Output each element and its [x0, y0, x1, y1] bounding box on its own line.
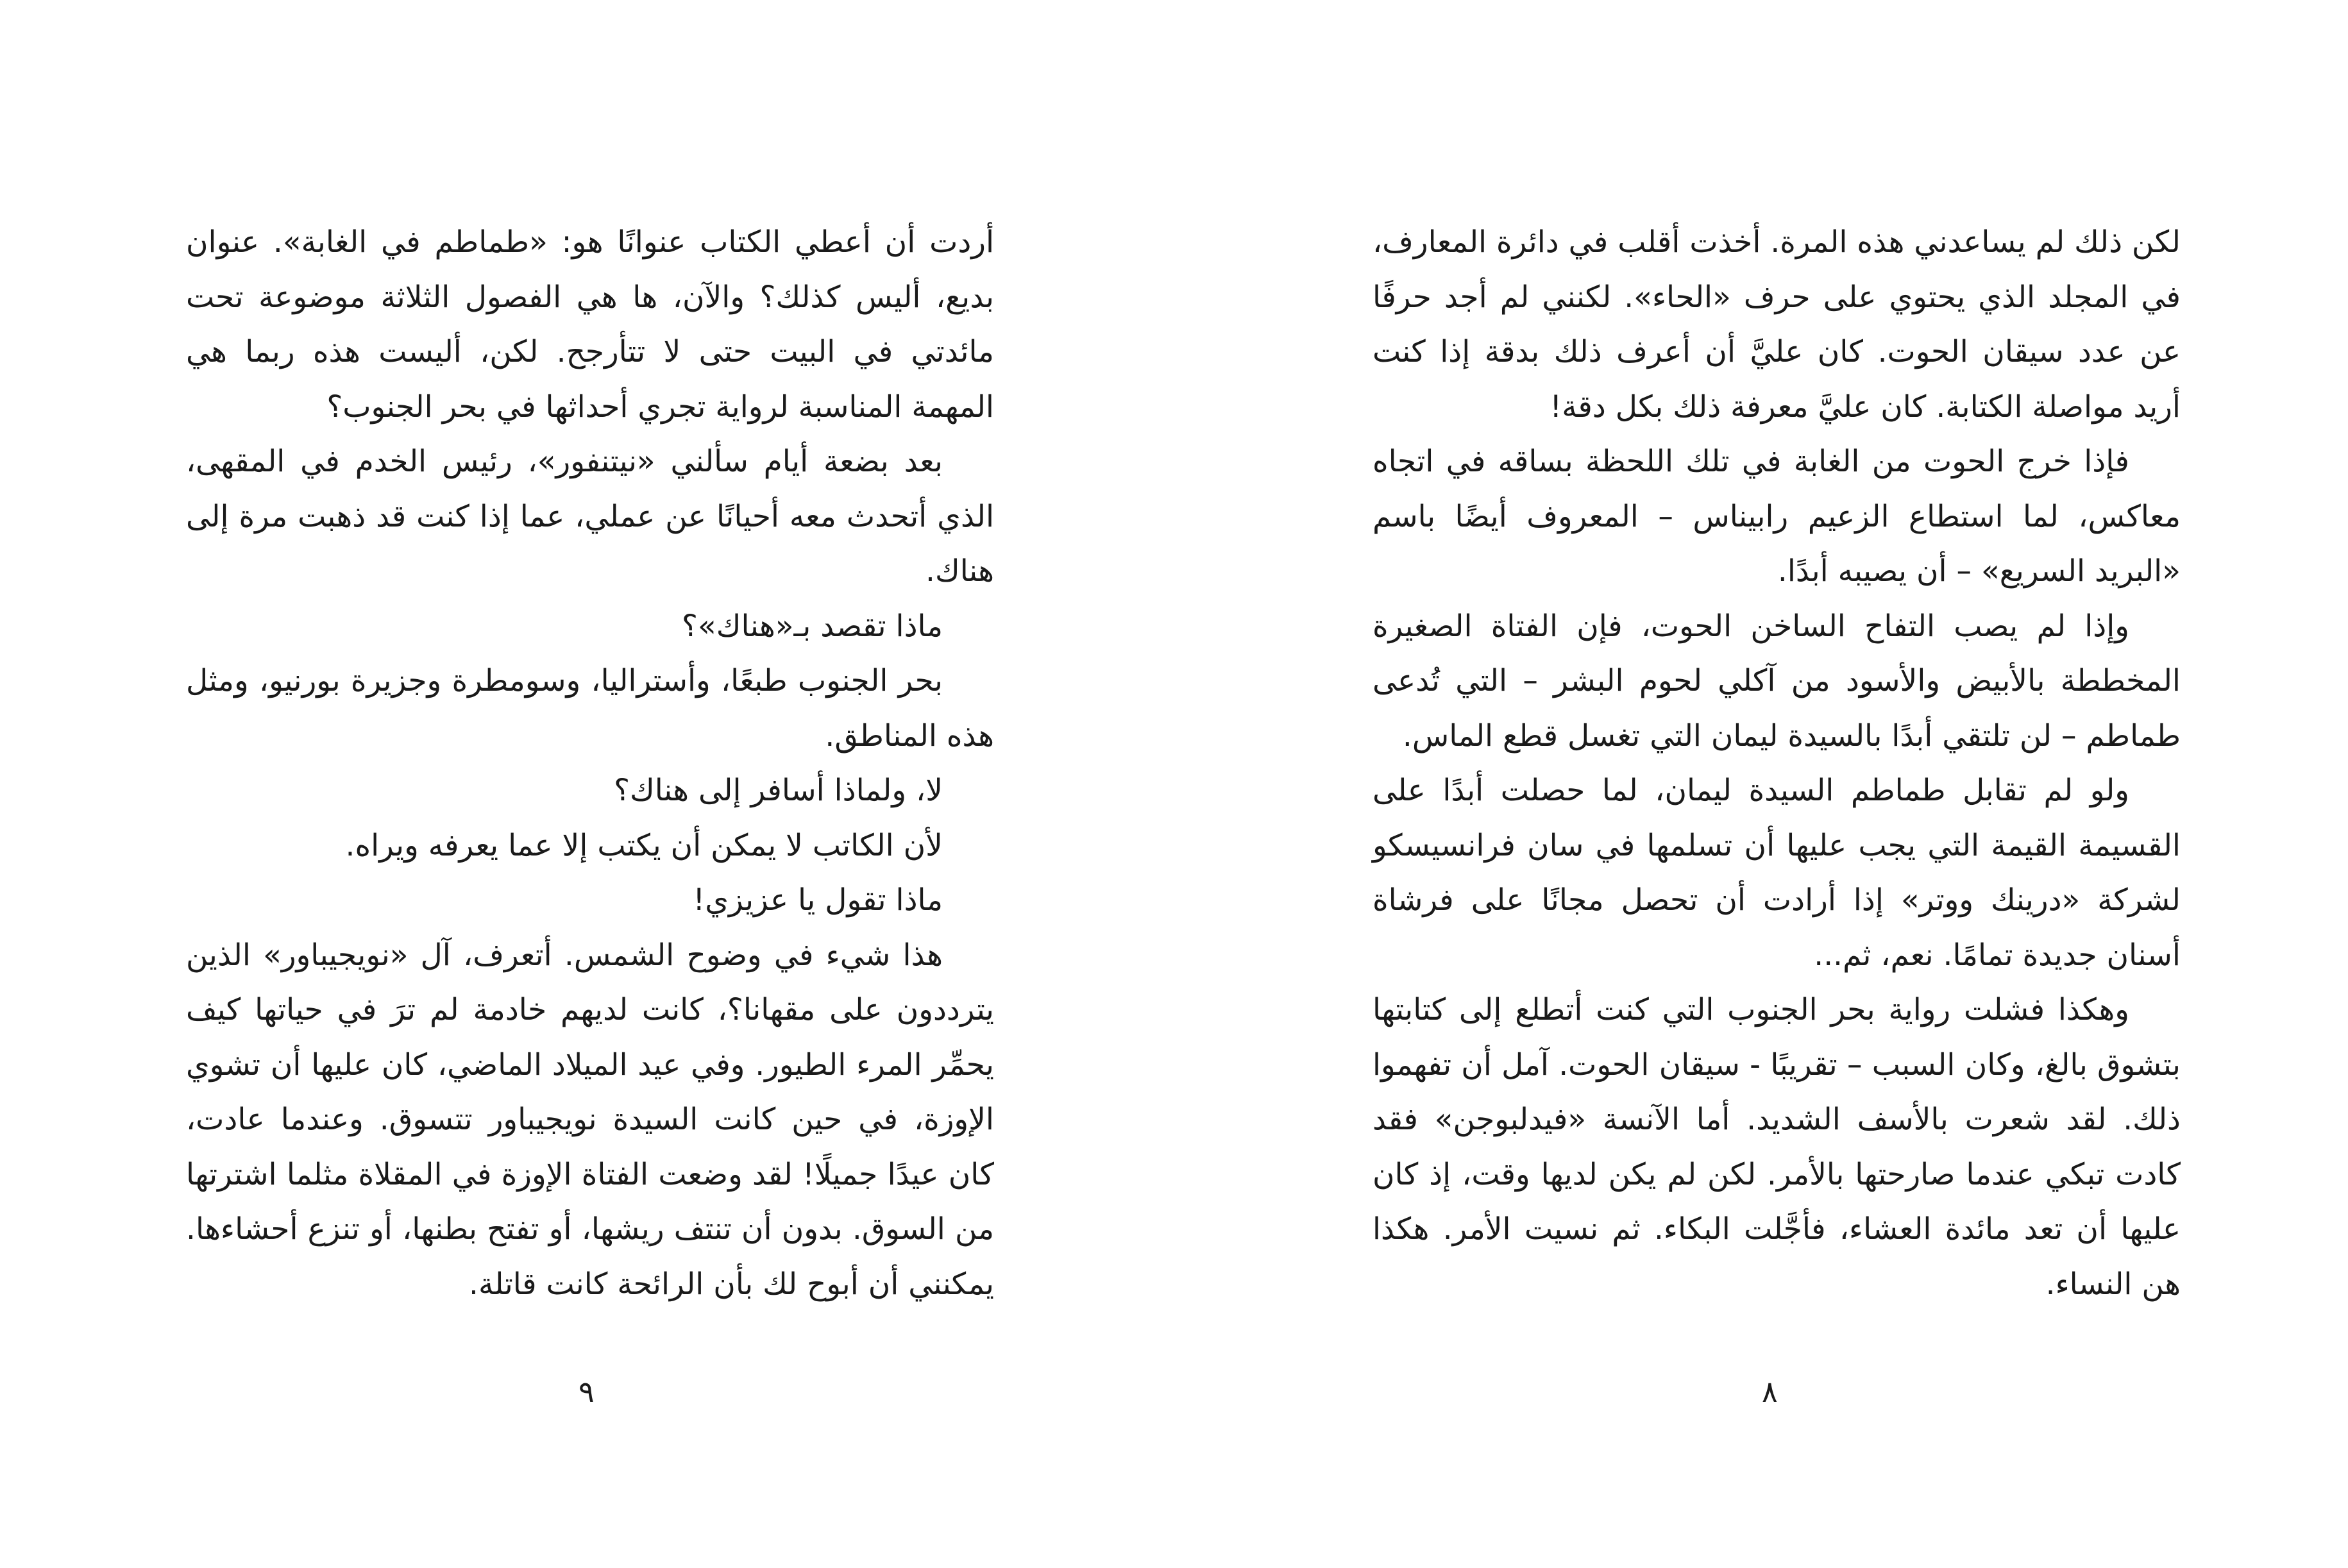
paragraph: لكن ذلك لم يساعدني هذه المرة. أخذت أقلب في دائرة المعارف، في المجلد الذي يحتوي على حرف «الحاء». لكنني لم أجد حرفًا عن عدد سيقان الحوت. كان عليَّ أن أعرف ذلك بدقة إذا كنت أريد مواصلة الكتابة. كان عليَّ معرفة ذلك بكل دقة!	[1372, 224, 2181, 425]
page-number-right: ٨	[1762, 1374, 1778, 1409]
paragraph: وهكذا فشلت رواية بحر الجنوب التي كنت أتطلع إلى كتابتها بتشوق بالغ، وكان السبب – تقريبًا - سيقان الحوت. آمل أن تفهموا ذلك. لقد شعرت بالأسف الشديد. أما الآنسة «فيدلبوجن» فقد كادت تبكي عندما صارحتها بالأمر. لكن لم يكن لديها وقت، إذ كان عليها أن تعد مائدة العشاء، فأجَّلت البكاء. ثم نسيت الأمر. هكذا هن النساء.	[1372, 992, 2181, 1302]
paragraph: فإذا خرج الحوت من الغابة في تلك اللحظة بساقه في اتجاه معاكس، لما استطاع الزعيم رابيناس – المعروف أيضًا باسم «البريد السريع» – أن يصيبه أبدًا.	[1372, 444, 2181, 589]
left-page-text-column	[186, 215, 994, 1311]
paragraph: لا، ولماذا أسافر إلى هناك؟	[614, 773, 943, 808]
paragraph: ولو لم تقابل طماطم السيدة ليمان، لما حصلت أبدًا على القسيمة القيمة التي يجب عليها أن تسلمها في سان فرانسيسكو لشركة «درينك ووتر» إذا أرادت أن تحصل مجانًا على فرشاة أسنان جديدة تمامًا. نعم، ثم...	[1372, 773, 2181, 973]
page-number-left: ٩	[579, 1374, 595, 1409]
paragraph: ماذا تقول يا عزيزي!	[693, 882, 943, 918]
paragraph: هذا شيء في وضوح الشمس. أتعرف، آل «نويجيباور» الذين يترددون على مقهانا؟، كانت لديهم خادمة لم ترَ في حياتها كيف يحمِّر المرء الطيور. وفي عيد الميلاد الماضي، كان عليها أن تشوي الإوزة، في حين كانت السيدة نويجيباور تتسوق. وعندما عادت، كان عيدًا جميلًا! لقد وضعت الفتاة الإوزة في المقلاة مثلما اشترتها من السوق. بدون أن تنتف ريشها، أو تفتح بطنها، أو تنزع أحشاءها. يمكنني أن أبوح لك بأن الرائحة كانت قاتلة.	[186, 937, 994, 1302]
paragraph: وإذا لم يصب التفاح الساخن الحوت، فإن الفتاة الصغيرة المخططة بالأبيض والأسود من آكلي لحوم البشر – التي تُدعى طماطم – لن تلتقي أبدًا بالسيدة ليمان التي تغسل قطع الماس.	[1372, 608, 2181, 754]
paragraph: بعد بضعة أيام سألني «نيتنفور»، رئيس الخدم في المقهى، الذي أتحدث معه أحيانًا عن عملي، عما إذا كنت قد ذهبت مرة إلى هناك.	[186, 444, 994, 589]
paragraph: لأن الكاتب لا يمكن أن يكتب إلا عما يعرفه ويراه.	[345, 827, 943, 863]
paragraph: ماذا تقصد بـ«هناك»؟	[682, 608, 943, 644]
paragraph: بحر الجنوب طبعًا، وأستراليا، وسومطرة وجزيرة بورنيو، ومثل هذه المناطق.	[186, 663, 994, 754]
right-page-text-column	[1372, 215, 2181, 1311]
paragraph: أردت أن أعطي الكتاب عنوانًا هو: «طماطم في الغابة». عنوان بديع، أليس كذلك؟ والآن، ها هي الفصول الثلاثة موضوعة تحت مائدتي في البيت حتى لا تتأرجح. لكن، أليست هذه ربما هي المهمة المناسبة لرواية تجري أحداثها في بحر الجنوب؟	[186, 224, 994, 425]
